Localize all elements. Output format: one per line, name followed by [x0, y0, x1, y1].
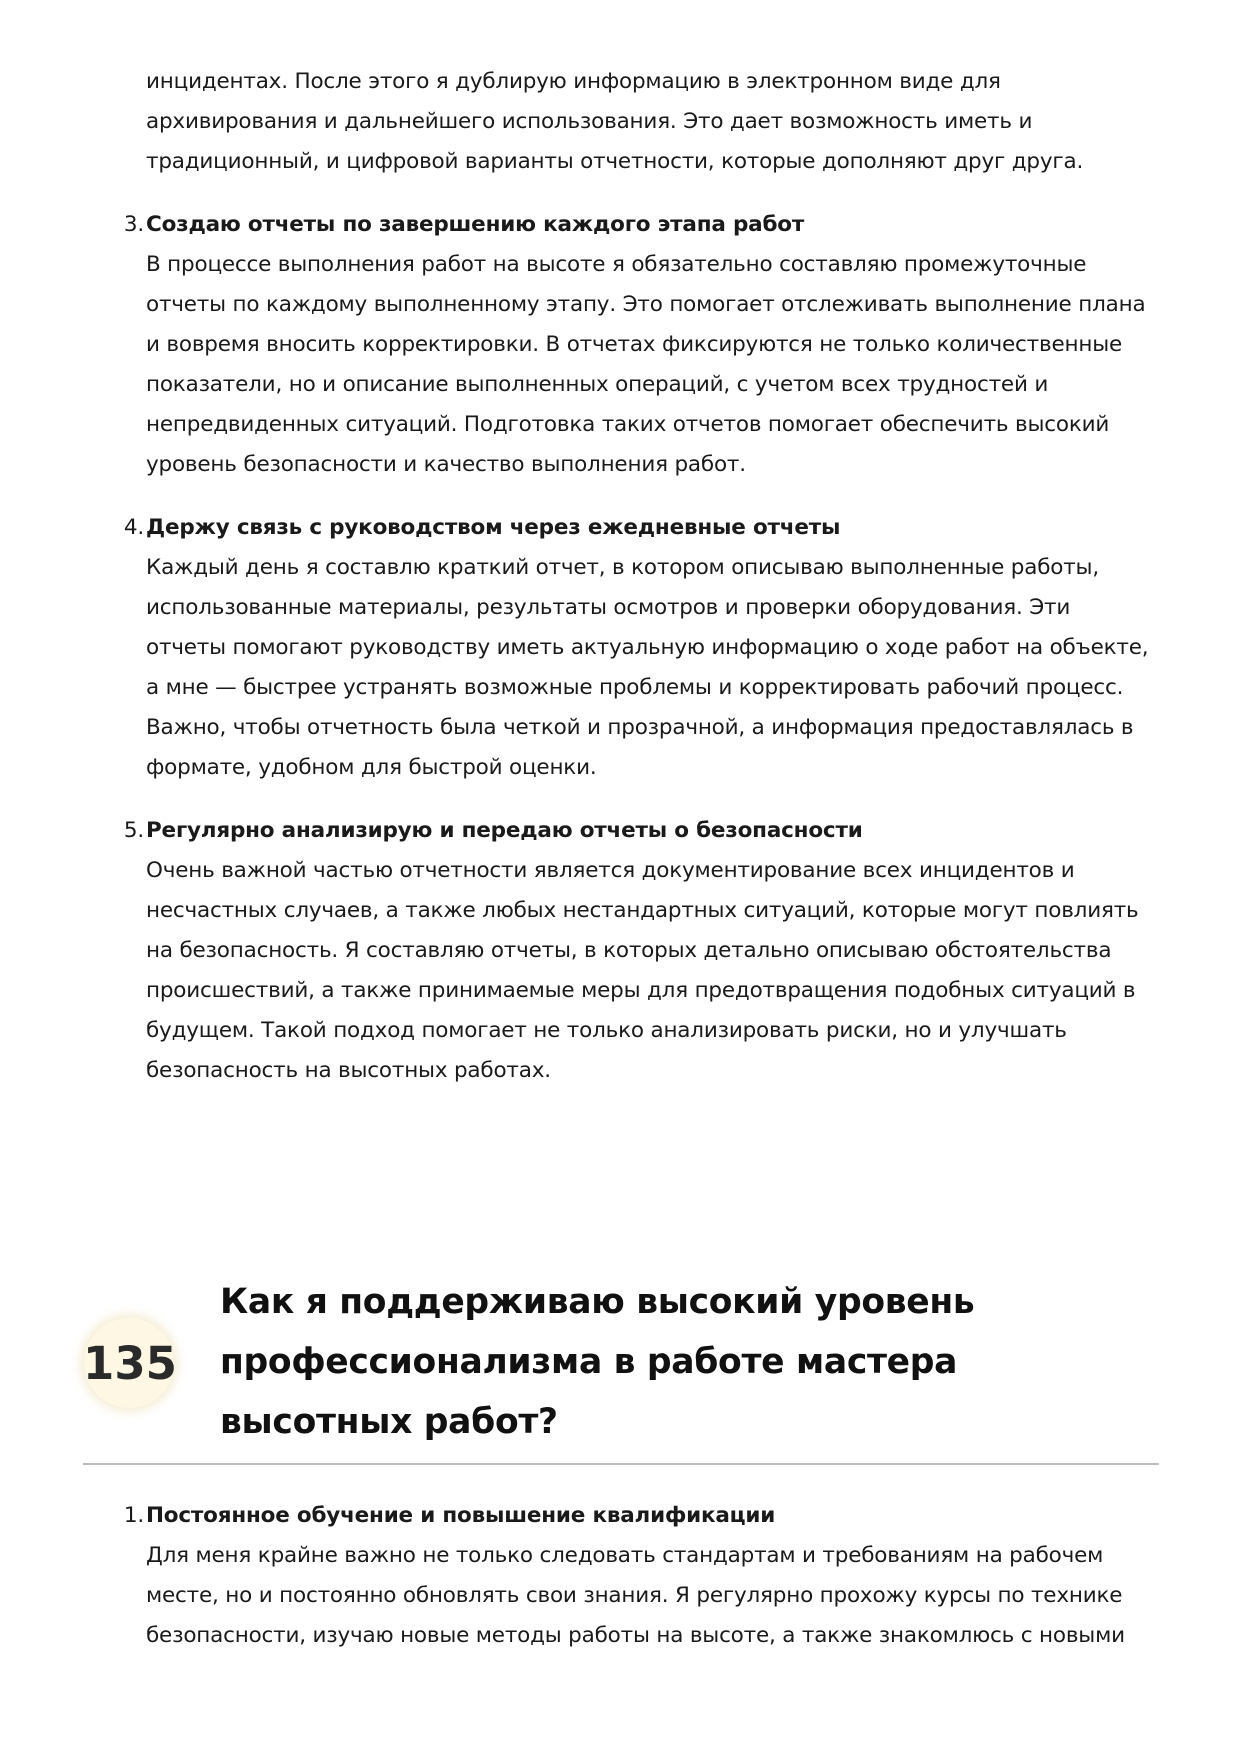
- list-item-body: В процессе выполнения работ на высоте я обязательно составляю промежуточные отчеты по каждому выполненному этапу. Это помогает отслеживать выполнение плана и вовремя вносить корректировки. В отчетах фиксируются не только количественные показатели, но и описание выполненных операций, с учетом всех трудностей и непредвиденных ситуаций. Подготовка таких отчетов помогает обеспечить высокий уровень безопасности и качество выполнения работ.: [146, 252, 1146, 477]
- list-number: 4.: [123, 515, 144, 540]
- question-number: 135: [83, 1337, 177, 1390]
- question-title: Как я поддерживаю высокий уровень профессионализма в работе мастера высотных работ?: [220, 1282, 975, 1442]
- list-number: 3.: [123, 212, 144, 237]
- list-item-body: Каждый день я составлю краткий отчет, в котором описываю выполненные работы, использованные материалы, результаты осмотров и проверки оборудования. Эти отчеты помогают руководству иметь актуальную информацию о ходе работ на объекте, а мне — быстрее устранять возможные проблемы и корректировать рабочий процесс. Важно, чтобы отчетность была четкой и прозрачной, а информация предоставлялась в формате, удобном для быстрой оценки.: [146, 555, 1149, 780]
- list-item-body: Для меня крайне важно не только следовать стандартам и требованиям на рабочем месте, но и постоянно обновлять свои знания. Я регулярно прохожу курсы по технике безопасности, изучаю новые методы работы на высоте, а также знакомлюсь с новыми: [146, 1543, 1125, 1648]
- list-item-title: Создаю отчеты по завершению каждого этапа работ: [146, 212, 805, 237]
- list-item-title: Держу связь с руководством через ежедневные отчеты: [146, 515, 841, 540]
- list-item-3: [123, 205, 1156, 485]
- list-item-body: Очень важной частью отчетности является документирование всех инцидентов и несчастных случаев, а также любых нестандартных ситуаций, которые могут повлиять на безопасность. Я составляю отчеты, в которых детально описываю обстоятельства происшествий, а также принимаемые меры для предотвращения подобных ситуаций в будущем. Такой подход помогает не только анализировать риски, но и улучшать безопасность на высотных работах.: [146, 858, 1139, 1083]
- list-item-title: Регулярно анализирую и передаю отчеты о безопасности: [146, 818, 863, 843]
- list-number: 1.: [123, 1503, 144, 1528]
- section-divider: [83, 1463, 1159, 1465]
- intro-paragraph: [146, 62, 1156, 182]
- answer-list-item-1: [123, 1496, 1156, 1656]
- intro-text: инцидентах. После этого я дублирую информацию в электронном виде для архивирования и дальнейшего использования. Это дает возможность иметь и традиционный, и цифровой варианты отчетности, которые дополняют друг друга.: [146, 69, 1084, 174]
- list-item-title: Постоянное обучение и повышение квалификации: [146, 1503, 776, 1528]
- list-number: 5.: [123, 818, 144, 843]
- list-item-5: [123, 811, 1156, 1091]
- list-item-4: [123, 508, 1156, 788]
